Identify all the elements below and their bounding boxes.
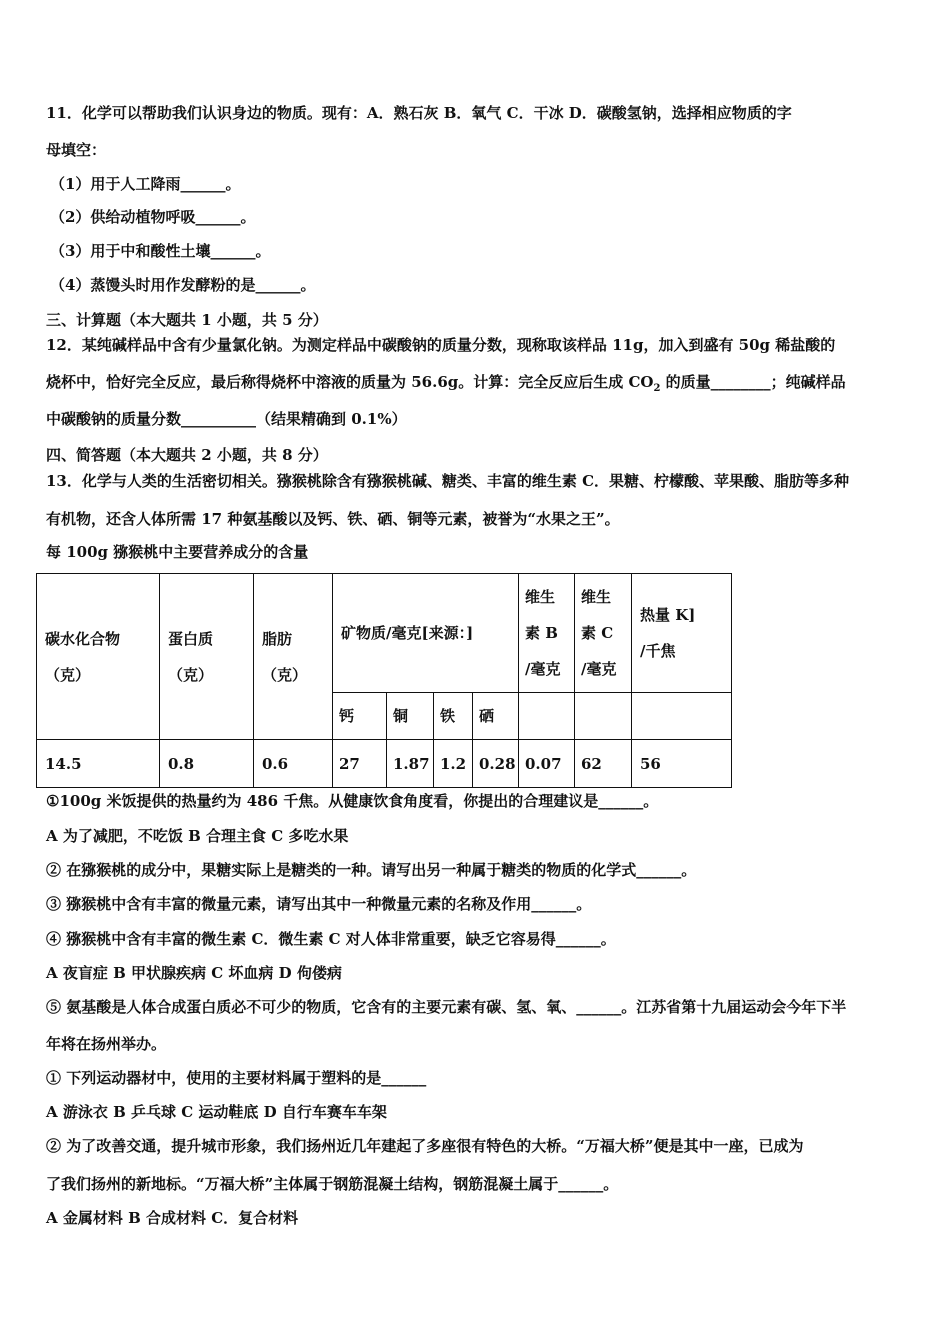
value-fat: 0.6	[254, 740, 333, 788]
value-calcium: 27	[333, 740, 387, 788]
value-iron: 1.2	[434, 740, 473, 788]
value-carbohydrate: 14.5	[37, 740, 160, 788]
empty-cell	[632, 693, 732, 740]
q11-item-1: （1）用于人工降雨______。	[50, 175, 241, 193]
section-4-heading: 四、简答题（本大题共 2 小题，共 8 分）	[46, 446, 328, 464]
q11-item-3: （3）用于中和酸性土壤______。	[50, 242, 271, 260]
q12-line1: 12．某纯碱样品中含有少量氯化钠。为测定样品中碳酸钠的质量分数，现称取该样品 11g，加入到盛有 50g 稀盐酸的	[46, 336, 836, 354]
header-minerals: 矿物质/毫克[来源：]	[333, 574, 519, 693]
value-selenium: 0.28	[473, 740, 519, 788]
q11-line1: 11．化学可以帮助我们认识身边的物质。现有：A．熟石灰 B．氧气 C．干冰 D．碳酸氢钠，选择相应物质的字	[46, 104, 792, 122]
header-vitamin-b: 维生 素 B /毫克	[519, 574, 575, 693]
mineral-selenium: 硒	[473, 693, 519, 740]
q11-line2: 母填空：	[46, 141, 107, 159]
q13-sub-1-options: A 为了减肥，不吃饭 B 合理主食 C 多吃水果	[46, 827, 349, 845]
q14-sub-2-line1: ② 为了改善交通，提升城市形象，我们扬州近几年建起了多座很有特色的大桥。“万福大桥”便是其中一座，已成为	[46, 1137, 804, 1155]
section-3-heading: 三、计算题（本大题共 1 小题，共 5 分）	[46, 311, 328, 329]
value-vitamin-c: 62	[575, 740, 632, 788]
q14-sub-1: ① 下列运动器材中，使用的主要材料属于塑料的是______	[46, 1069, 427, 1087]
q13-sub-4-options: A 夜盲症 B 甲状腺疾病 C 坏血病 D 佝偻病	[46, 964, 342, 982]
value-copper: 1.87	[387, 740, 434, 788]
nutrition-table	[36, 573, 732, 788]
q13-sub-5-line1: ⑤ 氨基酸是人体合成蛋白质必不可少的物质，它含有的主要元素有碳、氢、氧、______。江苏省第十九届运动会今年下半	[46, 998, 847, 1016]
q12-line2	[46, 372, 846, 399]
value-protein: 0.8	[160, 740, 254, 788]
q14-sub-2-line2: 了我们扬州的新地标。“万福大桥”主体属于钢筋混凝土结构，钢筋混凝土属于______。	[46, 1175, 619, 1193]
q12-line2-a: 烧杯中，恰好完全反应，最后称得烧杯中溶液的质量为 56.6g。计算：完全反应后生成 CO	[46, 373, 654, 391]
q13-sub-1: ①100g 米饭提供的热量约为 486 千焦。从健康饮食角度看，你提出的合理建议是______。	[46, 792, 659, 810]
q12-co2-subscript: 2	[653, 383, 661, 394]
header-carbohydrate: 碳水化合物 （克）	[37, 574, 160, 740]
empty-cell	[575, 693, 632, 740]
q12-line3: 中碳酸钠的质量分数__________（结果精确到 0.1%）	[46, 410, 407, 428]
header-vitamin-c: 维生 素 C /毫克	[575, 574, 632, 693]
mineral-copper: 铜	[387, 693, 434, 740]
q13-sub-5-line2: 年将在扬州举办。	[46, 1035, 167, 1053]
header-heat: 热量 K] /千焦	[632, 574, 732, 693]
q13-sub-3: ③ 猕猴桃中含有丰富的微量元素，请写出其中一种微量元素的名称及作用______。	[46, 895, 592, 913]
q14-sub-1-options: A 游泳衣 B 乒乓球 C 运动鞋底 D 自行车赛车车架	[46, 1103, 387, 1121]
q14-sub-2-options: A 金属材料 B 合成材料 C．复合材料	[46, 1209, 299, 1227]
mineral-iron: 铁	[434, 693, 473, 740]
q13-sub-2: ② 在猕猴桃的成分中，果糖实际上是糖类的一种。请写出另一种属于糖类的物质的化学式______。	[46, 861, 697, 879]
value-heat: 56	[632, 740, 732, 788]
mineral-calcium: 钙	[333, 693, 387, 740]
q11-item-2: （2）供给动植物呼吸______。	[50, 208, 256, 226]
empty-cell	[519, 693, 575, 740]
q13-sub-4: ④ 猕猴桃中含有丰富的微生素 C．微生素 C 对人体非常重要，缺乏它容易得______。	[46, 930, 616, 948]
header-protein: 蛋白质 （克）	[160, 574, 254, 740]
header-fat: 脂肪 （克）	[254, 574, 333, 740]
value-vitamin-b: 0.07	[519, 740, 575, 788]
q11-item-4: （4）蒸馒头时用作发酵粉的是______。	[50, 276, 316, 294]
table-title: 每 100g 猕猴桃中主要营养成分的含量	[46, 543, 309, 561]
q13-line1: 13．化学与人类的生活密切相关。猕猴桃除含有猕猴桃碱、糖类、丰富的维生素 C．果糖、柠檬酸、苹果酸、脂肪等多种	[46, 472, 850, 490]
q12-line2-b: 的质量________；纯碱样品	[660, 373, 846, 391]
q13-line2: 有机物，还含人体所需 17 种氨基酸以及钙、铁、硒、铜等元素，被誉为“水果之王”。	[46, 510, 620, 528]
